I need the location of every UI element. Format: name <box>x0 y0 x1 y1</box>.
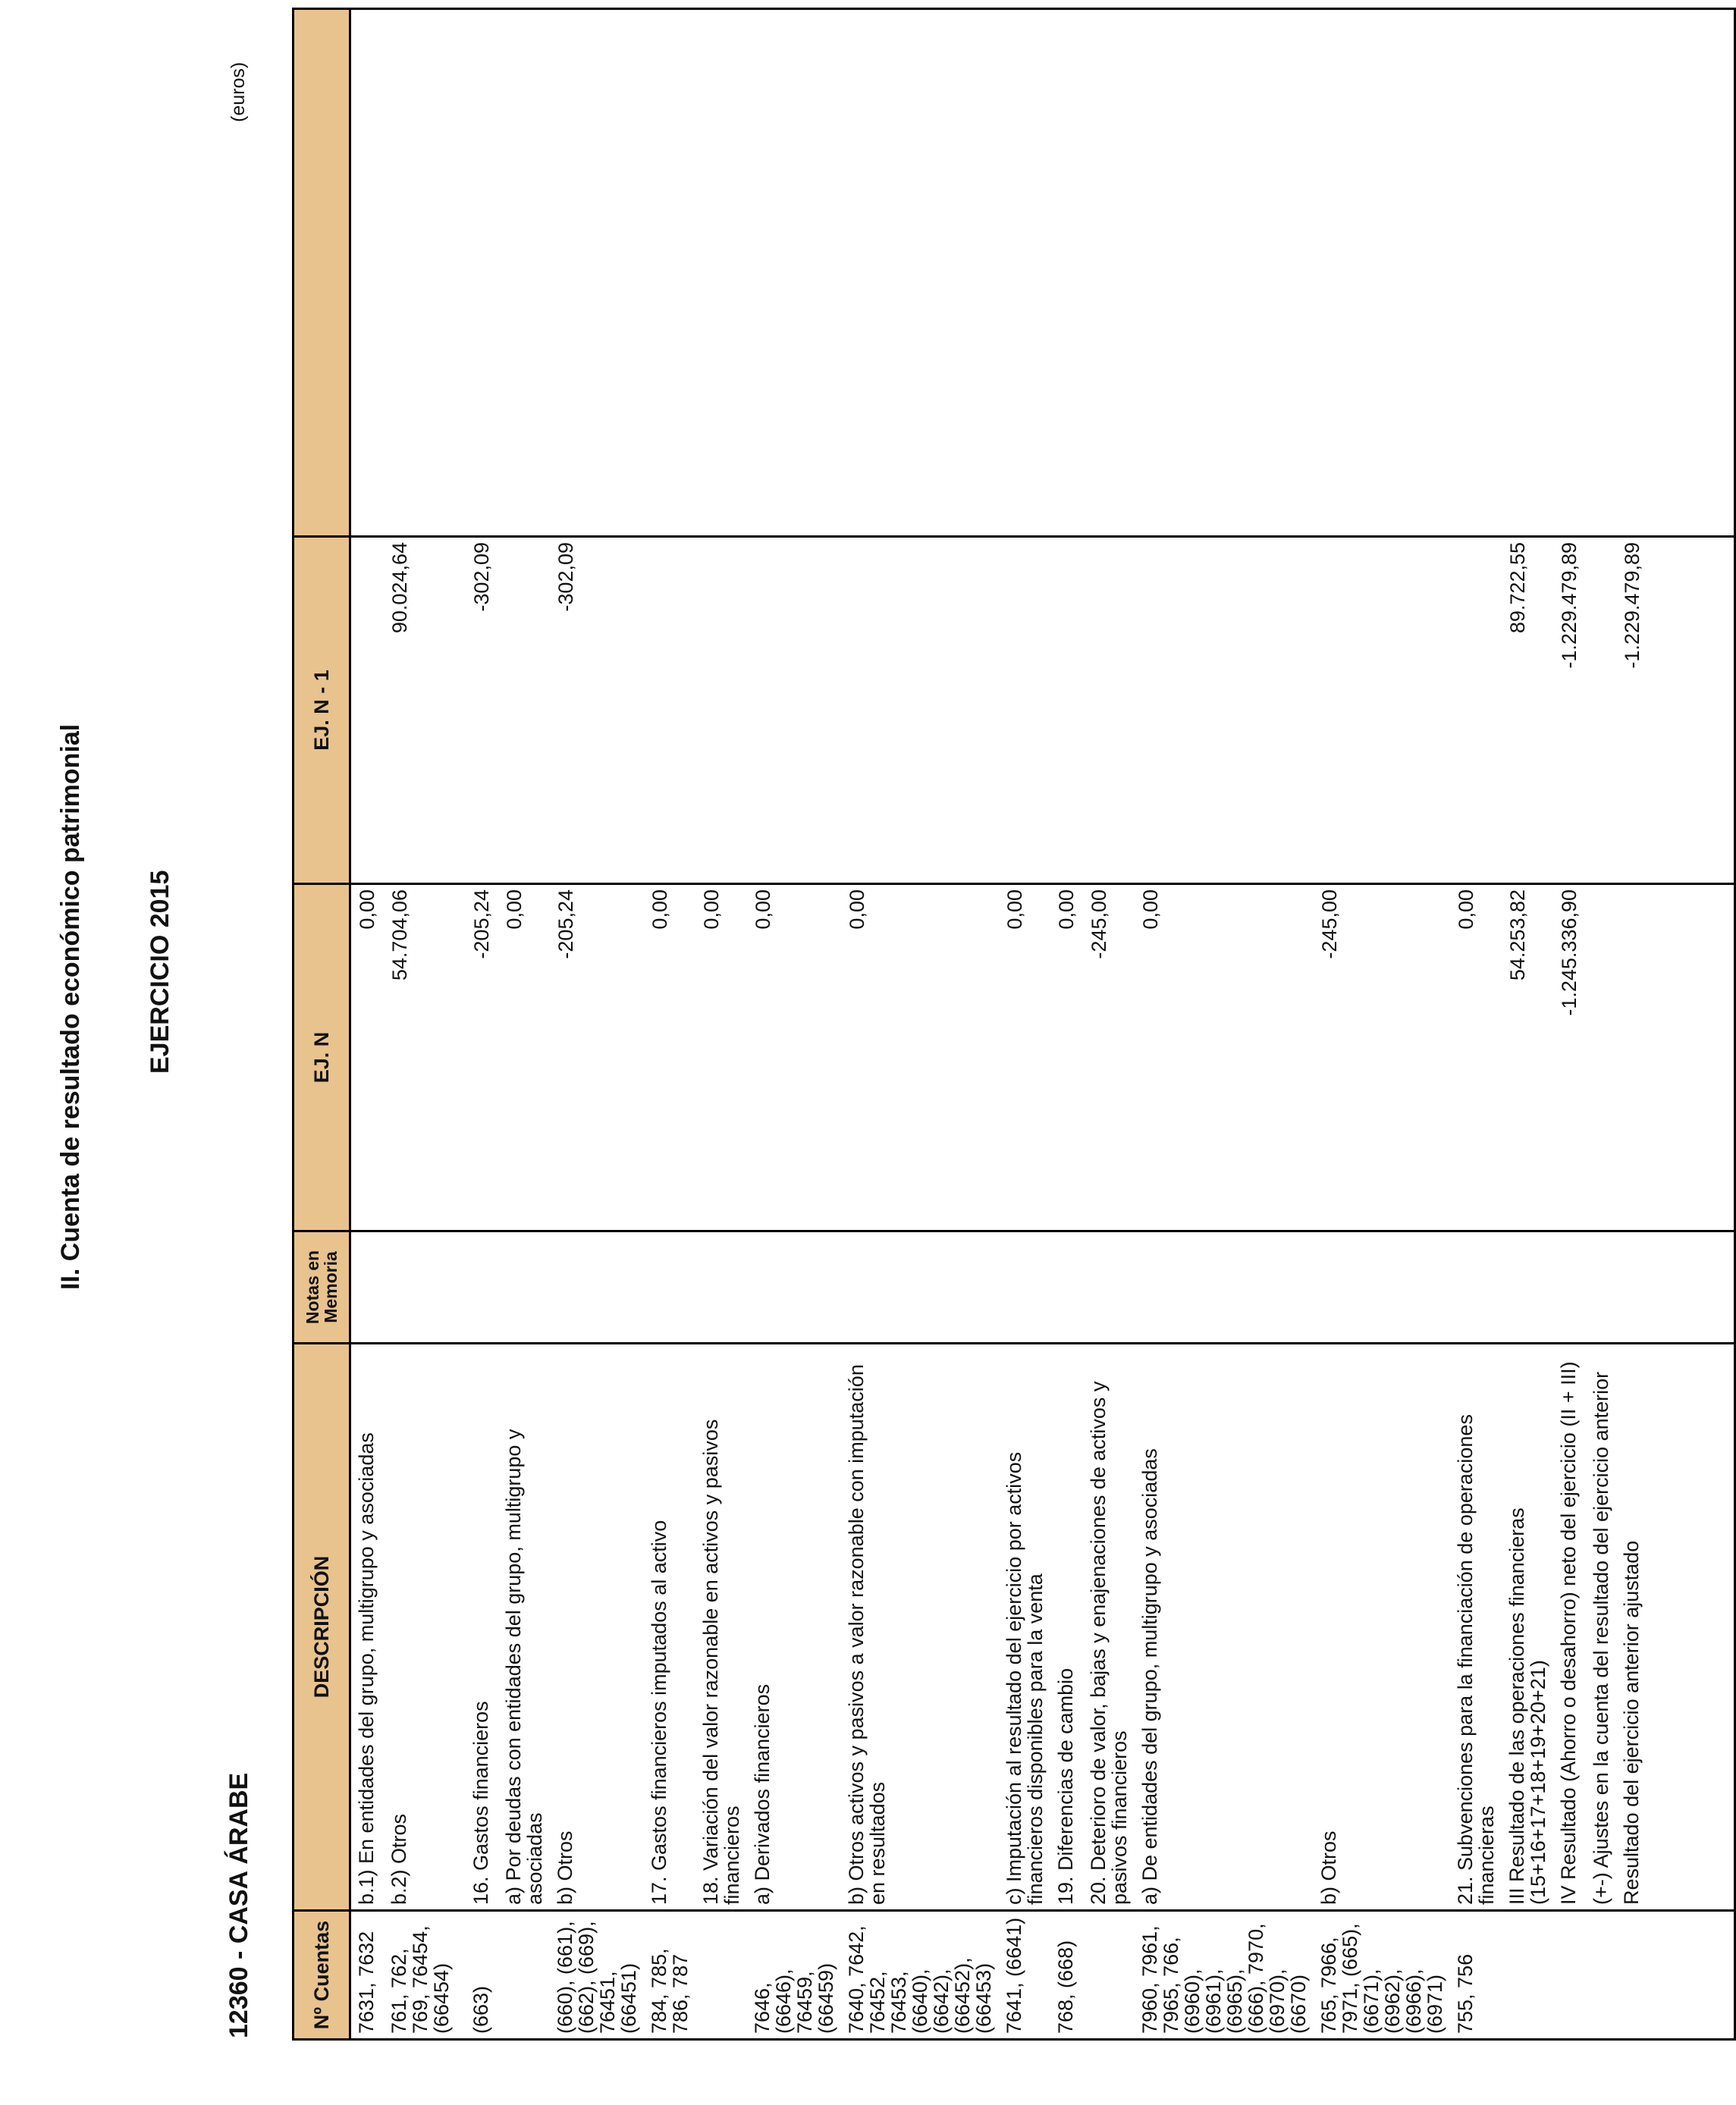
row-current-year: 54.704,06 <box>384 884 457 1231</box>
row-description: b) Otros activos y pasivos a valor razonable con imputación en resultados <box>841 1344 999 1911</box>
row-blank <box>1553 9 1586 537</box>
row-previous-year <box>1135 537 1314 884</box>
row-accounts: 784, 785, 786, 787 <box>644 1911 695 2040</box>
row-blank <box>384 9 457 537</box>
table-row <box>498 9 550 2040</box>
row-current-year: -205,24 <box>466 884 498 1231</box>
row-blank <box>747 9 841 537</box>
row-description: IV Resultado (Ahorro o desahorro) neto del ejercicio (II + III) <box>1553 1344 1586 1911</box>
row-description: a) De entidades del grupo, multigrupo y asociadas <box>1135 1344 1314 1911</box>
row-previous-year: 89.722,55 <box>1502 537 1553 884</box>
row-current-year: 0,00 <box>747 884 841 1231</box>
row-accounts <box>457 1911 466 2040</box>
row-notes <box>350 1231 385 1344</box>
row-notes <box>1083 1231 1135 1344</box>
row-accounts <box>695 1911 747 2040</box>
row-notes <box>841 1231 999 1344</box>
row-blank <box>457 9 466 537</box>
page-title: II. Cuenta de resultado económico patrimonial <box>56 723 85 1290</box>
row-previous-year <box>1450 537 1502 884</box>
row-notes <box>644 1231 695 1344</box>
row-notes <box>466 1231 498 1344</box>
table-row <box>1450 9 1502 2040</box>
table-row <box>747 9 841 2040</box>
row-accounts: 7960, 7961, 7965, 766, (6960), (6961), (6965), (666), 7970, (6970), (6670) <box>1135 1911 1314 2040</box>
row-accounts: 768, (668) <box>1050 1911 1083 2040</box>
table-row <box>1050 9 1083 2040</box>
table-row <box>1502 9 1553 2040</box>
row-notes <box>1586 1231 1616 1344</box>
row-blank <box>1135 9 1314 537</box>
row-accounts <box>1502 1911 1553 2040</box>
column-header-description: DESCRIPCIÓN <box>294 1344 350 1911</box>
row-blank <box>1616 9 1649 537</box>
row-accounts: 7631, 7632 <box>350 1911 385 2040</box>
row-previous-year <box>841 537 999 884</box>
row-description: b) Otros <box>550 1344 644 1911</box>
table-row <box>350 9 385 2040</box>
row-previous-year <box>1586 537 1616 884</box>
row-previous-year <box>747 537 841 884</box>
row-blank <box>1502 9 1553 537</box>
row-current-year: 0,00 <box>498 884 550 1231</box>
table-filler-row <box>1649 9 1735 2040</box>
currency-unit: (euros) <box>228 61 249 122</box>
row-notes <box>1553 1231 1586 1344</box>
row-previous-year <box>999 537 1050 884</box>
row-previous-year <box>1314 537 1450 884</box>
row-description: 16. Gastos financieros <box>466 1344 498 1911</box>
row-accounts <box>1586 1911 1616 2040</box>
row-description: 18. Variación del valor razonable en activos y pasivos financieros <box>695 1344 747 1911</box>
table-row <box>1553 9 1586 2040</box>
table-row <box>1083 9 1135 2040</box>
row-notes <box>747 1231 841 1344</box>
row-blank <box>1450 9 1502 537</box>
row-description: 20. Deterioro de valor, bajas y enajenaciones de activos y pasivos financieros <box>1083 1344 1135 1911</box>
row-current-year: -245,00 <box>1083 884 1135 1231</box>
row-accounts <box>1083 1911 1135 2040</box>
row-notes <box>1450 1231 1502 1344</box>
entity-name: 12360 - CASA ÁRABE <box>224 1772 253 2038</box>
table-row <box>841 9 999 2040</box>
column-header-previous-year: EJ. N - 1 <box>294 537 350 884</box>
row-blank <box>1083 9 1135 537</box>
table-row <box>384 9 457 2040</box>
row-previous-year <box>644 537 695 884</box>
row-previous-year <box>498 537 550 884</box>
row-description: 19. Diferencias de cambio <box>1050 1344 1083 1911</box>
row-current-year: 0,00 <box>999 884 1050 1231</box>
table-row <box>999 9 1050 2040</box>
row-blank <box>1050 9 1083 537</box>
row-accounts: (660), (661), (662), (669), 76451, (66451) <box>550 1911 644 2040</box>
filler-cell <box>1649 1911 1735 2040</box>
row-current-year: -245,00 <box>1314 884 1450 1231</box>
table-row <box>1314 9 1450 2040</box>
row-blank <box>498 9 550 537</box>
row-notes <box>384 1231 457 1344</box>
row-accounts: 765, 7966, 7971, (665), (6671), (6962), (6966), (6971) <box>1314 1911 1450 2040</box>
row-current-year: 0,00 <box>1050 884 1083 1231</box>
row-accounts: 755, 756 <box>1450 1911 1502 2040</box>
row-notes <box>999 1231 1050 1344</box>
row-description: III Resultado de las operaciones financieras (15+16+17+18+19+20+21) <box>1502 1344 1553 1911</box>
column-header-accounts: Nº Cuentas <box>294 1911 350 2040</box>
row-notes <box>498 1231 550 1344</box>
row-blank <box>1314 9 1450 537</box>
row-notes <box>1314 1231 1450 1344</box>
row-accounts: 7641, (6641) <box>999 1911 1050 2040</box>
row-blank <box>695 9 747 537</box>
row-blank <box>999 9 1050 537</box>
row-current-year <box>457 884 466 1231</box>
filler-cell <box>1649 9 1735 537</box>
row-blank <box>550 9 644 537</box>
row-previous-year: -1.229.479,89 <box>1553 537 1586 884</box>
column-header-blank <box>294 9 350 537</box>
row-description: a) Derivados financieros <box>747 1344 841 1911</box>
row-description <box>457 1344 466 1911</box>
row-current-year: 0,00 <box>1450 884 1502 1231</box>
row-notes <box>695 1231 747 1344</box>
row-current-year: 0,00 <box>644 884 695 1231</box>
filler-cell <box>1649 537 1735 884</box>
row-current-year: 0,00 <box>1135 884 1314 1231</box>
filler-cell <box>1649 884 1735 1231</box>
row-accounts: 7646, (6646), 76459, (66459) <box>747 1911 841 2040</box>
fiscal-year-heading: EJERCICIO 2015 <box>146 870 174 1074</box>
row-accounts: 7640, 7642, 76452, 76453, (6640), (6642), (66452), (66453) <box>841 1911 999 2040</box>
table-row <box>1586 9 1616 2040</box>
row-current-year <box>1616 884 1649 1231</box>
row-notes <box>1135 1231 1314 1344</box>
row-current-year: 0,00 <box>841 884 999 1231</box>
row-current-year: -205,24 <box>550 884 644 1231</box>
table-row <box>1135 9 1314 2040</box>
row-previous-year: -1.229.479,89 <box>1616 537 1649 884</box>
row-accounts: 761, 762, 769, 76454, (66454) <box>384 1911 457 2040</box>
table-header-row <box>294 9 350 2040</box>
row-previous-year: -302,09 <box>550 537 644 884</box>
row-notes <box>1050 1231 1083 1344</box>
column-header-current-year: EJ. N <box>294 884 350 1231</box>
filler-cell <box>1649 1344 1735 1911</box>
row-description: 17. Gastos financieros imputados al activo <box>644 1344 695 1911</box>
row-current-year: 54.253,82 <box>1502 884 1553 1231</box>
row-previous-year: 90.024,64 <box>384 537 457 884</box>
row-description: b) Otros <box>1314 1344 1450 1911</box>
row-description: Resultado del ejercicio anterior ajustado <box>1616 1344 1649 1911</box>
row-notes <box>1502 1231 1553 1344</box>
row-previous-year <box>1083 537 1135 884</box>
table-row <box>550 9 644 2040</box>
row-current-year: 0,00 <box>350 884 385 1231</box>
table-row <box>1616 9 1649 2040</box>
row-description: 21. Subvenciones para la financiación de operaciones financieras <box>1450 1344 1502 1911</box>
row-accounts <box>1616 1911 1649 2040</box>
table-row <box>644 9 695 2040</box>
row-notes <box>550 1231 644 1344</box>
row-description: a) Por deudas con entidades del grupo, multigrupo y asociadas <box>498 1344 550 1911</box>
table-body <box>350 9 1735 2040</box>
row-description: c) Imputación al resultado del ejercicio por activos financieros disponibles para la venta <box>999 1344 1050 1911</box>
row-blank <box>841 9 999 537</box>
row-previous-year <box>350 537 385 884</box>
row-current-year: 0,00 <box>695 884 747 1231</box>
table-row <box>695 9 747 2040</box>
row-blank <box>466 9 498 537</box>
table-row <box>466 9 498 2040</box>
column-header-notes: Notas en Memoria <box>294 1231 350 1344</box>
row-blank <box>1586 9 1616 537</box>
row-accounts <box>1553 1911 1586 2040</box>
row-description: b.2) Otros <box>384 1344 457 1911</box>
row-previous-year <box>1050 537 1083 884</box>
filler-cell <box>1649 1231 1735 1344</box>
row-description: b.1) En entidades del grupo, multigrupo y asociadas <box>350 1344 385 1911</box>
row-accounts <box>498 1911 550 2040</box>
row-blank <box>644 9 695 537</box>
row-description: (+-) Ajustes en la cuenta del resultado del ejercicio anterior <box>1586 1344 1616 1911</box>
row-previous-year: -302,09 <box>466 537 498 884</box>
row-blank <box>350 9 385 537</box>
row-accounts: (663) <box>466 1911 498 2040</box>
row-previous-year <box>457 537 466 884</box>
row-notes <box>1616 1231 1649 1344</box>
table-row <box>457 9 466 2040</box>
row-current-year <box>1586 884 1616 1231</box>
row-previous-year <box>695 537 747 884</box>
row-notes <box>457 1231 466 1344</box>
income-statement-table <box>292 8 1736 2041</box>
row-current-year: -1.245.336,90 <box>1553 884 1586 1231</box>
